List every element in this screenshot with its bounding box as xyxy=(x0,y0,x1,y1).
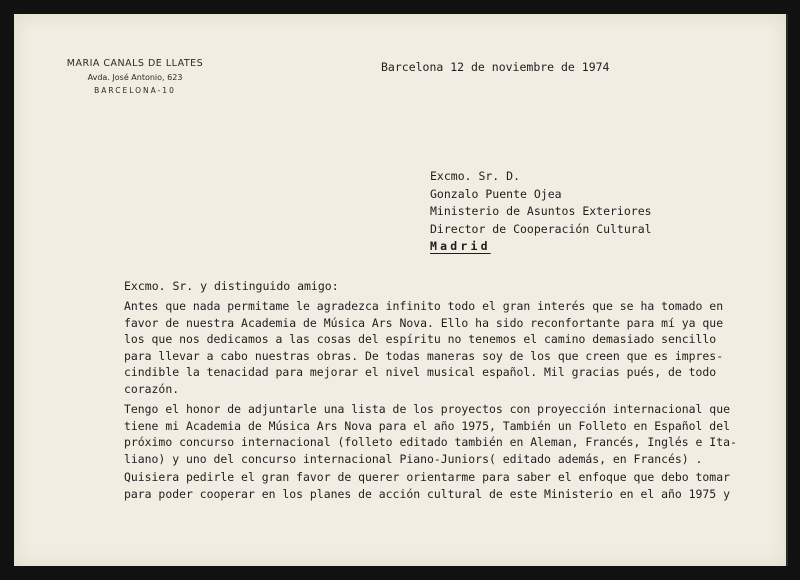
text-line: corazón. xyxy=(124,381,180,396)
text-line: Quisiera pedirle el gran favor de querer orientarme para saber el enfoque que debo tomar xyxy=(124,470,730,484)
text-line: Tengo el honor de adjuntarle una lista de los proyectos con proyección internacional que xyxy=(124,402,730,416)
page-edge xyxy=(786,14,788,566)
text-line: liano) y uno del concurso internacional Piano-Juniors( editado además, en Francés) . xyxy=(124,451,703,466)
text-line: favor de nuestra Academia de Música Ars Nova. Ello ha sido reconfortante para mí ya que xyxy=(124,315,724,330)
text-line: Antes que nada permitame le agradezca infinito todo el gran interés que se ha tomado en xyxy=(124,299,724,313)
recipient-name: Gonzalo Puente Ojea xyxy=(430,186,562,201)
text-line: próximo concurso internacional (folleto editado también en Aleman, Francés, Inglés e Ita- xyxy=(124,435,737,450)
paragraph-1 xyxy=(124,298,723,398)
recipient-position: Director de Cooperación Cultural xyxy=(430,221,652,236)
letter-date: Barcelona 12 de noviembre de 1974 xyxy=(381,60,610,74)
text-line: los que nos dedicamos a las cosas del espíritu no tenemos el camino demasiado sencillo xyxy=(124,332,717,347)
paragraph-2 xyxy=(124,401,737,467)
text-line: tiene mi Academia de Música Ars Nova para el año 1975, También un Folleto en Español del xyxy=(124,418,730,433)
text-line: para poder cooperar en los planes de acción cultural de este Ministerio en el año 1975 y xyxy=(124,486,730,501)
text-line: cindible la tenacidad para mejorar el nivel musical español. Mil gracias pués, de todo xyxy=(124,365,717,380)
letterhead-city: BARCELONA-10 xyxy=(94,86,176,95)
recipient-city: Madrid xyxy=(430,239,491,254)
letterhead xyxy=(60,58,210,95)
paragraph-3 xyxy=(124,469,730,502)
recipient-ministry: Ministerio de Asuntos Exteriores xyxy=(430,204,652,219)
salutation: Excmo. Sr. y distinguido amigo: xyxy=(124,279,339,293)
recipient-title: Excmo. Sr. D. xyxy=(430,169,521,183)
recipient-block xyxy=(430,168,652,256)
letterhead-address: Avda. José Antonio, 623 xyxy=(87,73,183,82)
letterhead-name: MARIA CANALS DE LLATES xyxy=(66,58,204,69)
text-line: para llevar a cabo nuestras obras. De todas maneras soy de los que creen que es impres- xyxy=(124,348,724,363)
